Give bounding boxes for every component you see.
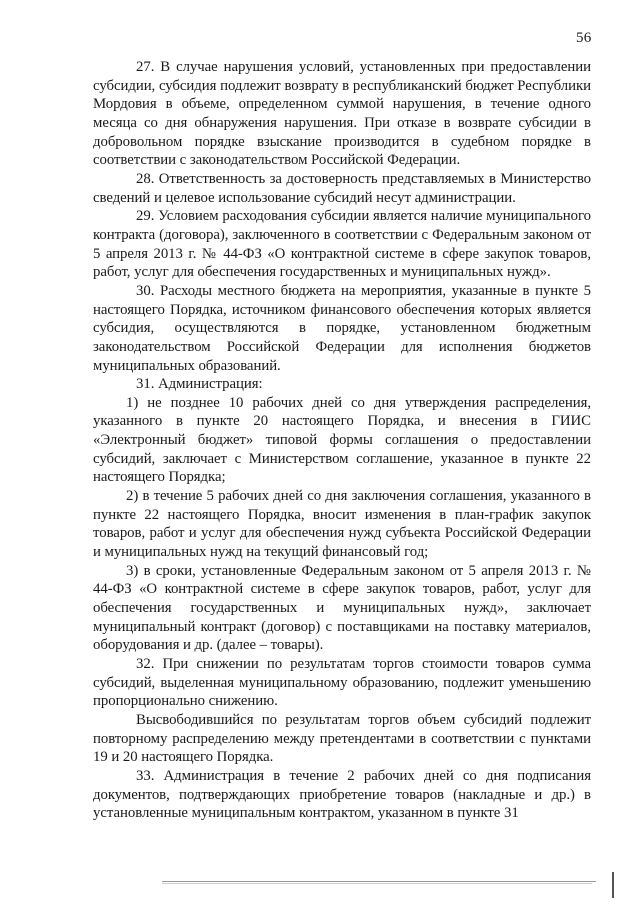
paragraph-27: 27. В случае нарушения условий, установленных при предоставлении субсидии, субсидия подлежит возврату в республиканский бюджет Республики Мордовия в объеме, определенном суммой нарушения, в течение одного месяца со дня обнаружения нарушения. При отказе в возврате субсидии в добровольном порядке взыскание производится в судебном порядке в соответствии с законодательством Российской Федерации. — [93, 59, 591, 169]
scan-edge-mark — [612, 872, 614, 898]
paragraph-31: 31. Администрация: — [136, 376, 263, 393]
scan-footer-rule — [162, 881, 596, 882]
paragraph-31-item-2: 2) в течение 5 рабочих дней со дня заключения соглашения, указанного в пункте 22 настоящего Порядка, вносит изменения в план-график закупок товаров, работ и услуг для обеспечения нужд субъекта Российской Федерации и муниципальных нужд на текущий финансовый год; — [93, 488, 591, 561]
paragraph-30: 30. Расходы местного бюджета на мероприятия, указанные в пункте 5 настоящего Порядка, источником финансового обеспечения которых является субсидия, осуществляются в порядке, установленном бюджетным законодательством Российской Федерации для исполнения бюджетов муниципальных образований. — [93, 282, 591, 374]
page-number: 56 — [576, 30, 592, 46]
paragraph-32: 32. При снижении по результатам торгов стоимости товаров сумма субсидий, выделенная муниципальному образованию, подлежит уменьшению пропорционально снижению. — [93, 656, 591, 710]
document-body — [93, 58, 591, 823]
paragraph-29: 29. Условием расходования субсидии является наличие муниципального контракта (договора), заключенного в соответствии с Федеральным законом от 5 апреля 2013 г. № 44-ФЗ «О контрактной системе в сфере закупок товаров, работ, услуг для обеспечения государственных и муниципальных нужд». — [93, 208, 591, 281]
paragraph-33: 33. Администрация в течение 2 рабочих дней со дня подписания документов, подтверждающих приобретение товаров (накладные и др.) в установленные муниципальным контрактом, указанном в пункте 31 — [93, 767, 591, 822]
scan-footer-rule-shadow — [162, 883, 592, 884]
paragraph-31-item-1: 1) не позднее 10 рабочих дней со дня утверждения распределения, указанного в пункте 20 настоящего Порядка, и внесения в ГИИС «Электронный бюджет» типовой формы соглашения о предоставлении субсидий, заключает с Министерством соглашение, указанное в пункте 22 настоящего Порядка; — [93, 394, 591, 486]
paragraph-31-item-3: 3) в сроки, установленные Федеральным законом от 5 апреля 2013 г. № 44-ФЗ «О контрактной системе в сфере закупок товаров, работ, услуг для обеспечения государственных и муниципальных нужд», заключает муниципальный контракт (договор) с поставщиками на поставку материалов, оборудования и др. (далее – товары). — [93, 562, 591, 654]
paragraph-28: 28. Ответственность за достоверность представляемых в Министерство сведений и целевое использование субсидий несут администрации. — [93, 170, 591, 206]
paragraph-32-continuation: Высвободившийся по результатам торгов объем субсидий подлежит повторному распределению между претендентами в соответствии с пунктами 19 и 20 настоящего Порядка. — [93, 711, 591, 766]
